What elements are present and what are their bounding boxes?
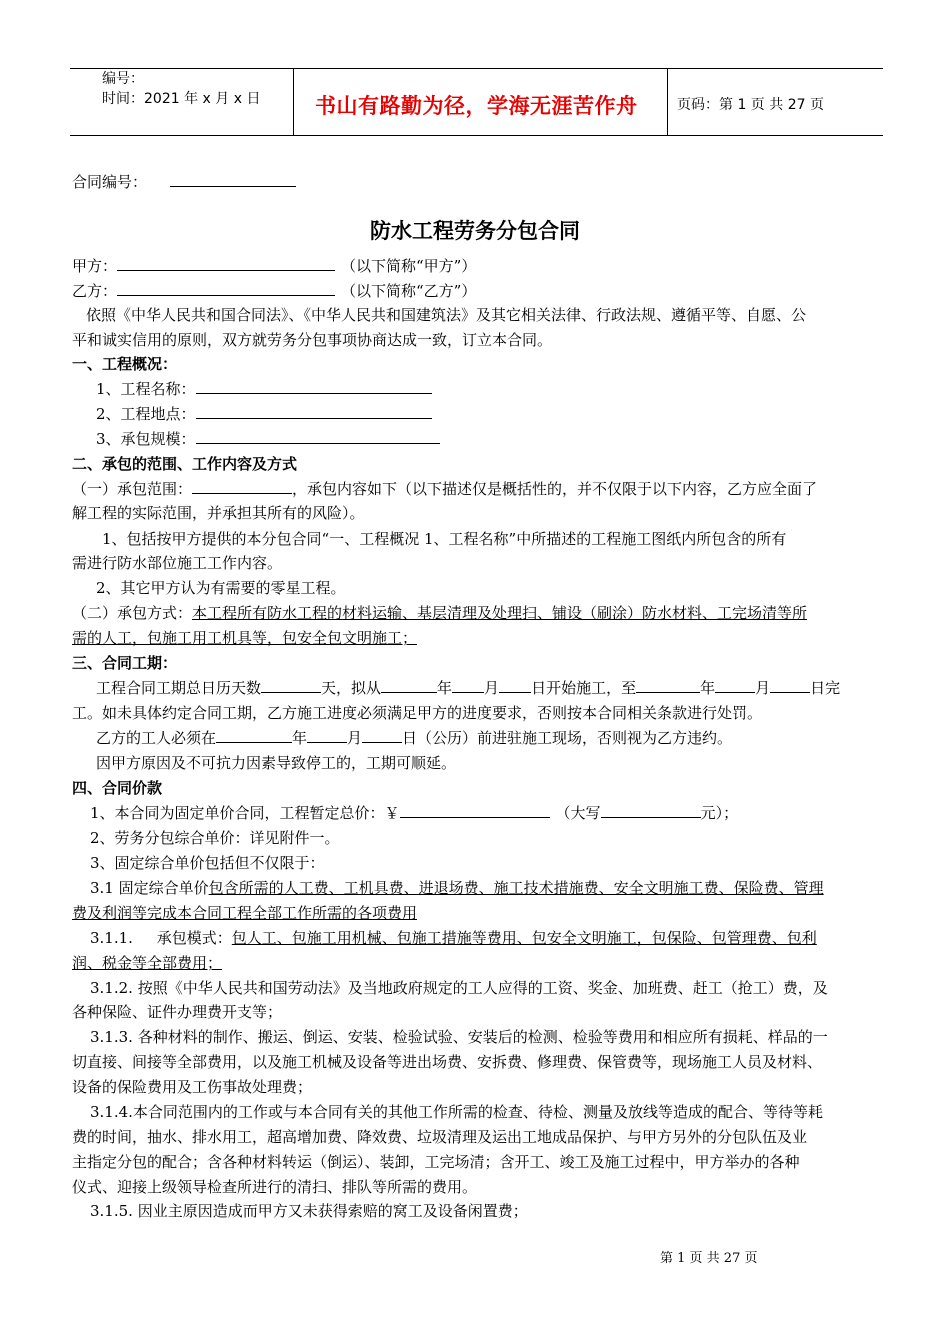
period-line-1 (96, 676, 840, 701)
clause-3-1-2-line-1: 3.1.2. 按照《中华人民共和国劳动法》及当地政府规定的工人应得的工资、奖金、加班费、赶工（抢工）费，及 (90, 979, 828, 997)
start-day-blank[interactable] (499, 676, 531, 693)
contract-no-blank[interactable] (170, 170, 296, 187)
scope-item-2: 2、其它甲方认为有需要的零星工程。 (96, 579, 346, 597)
clause-3-1-4-line-4: 仪式、迎接上级领导检查所进行的清扫、排队等所需的费用。 (72, 1178, 478, 1196)
clause-3-1-1-line-2: 润、税金等全部费用； (72, 954, 223, 972)
period-line-3 (96, 726, 732, 751)
clause-3-1-3-line-1: 3.1.3. 各种材料的制作、搬运、倒运、安装、检验试验、安装后的检测、检验等费用和相应所有损耗、样品的一 (90, 1028, 828, 1046)
project-name-line (96, 377, 432, 402)
price-item-1-text-b: （大写 (555, 804, 601, 822)
contract-no-label: 合同编号： (72, 173, 148, 191)
party-a-blank[interactable] (117, 254, 335, 271)
period-text-d: 月 (484, 679, 500, 697)
project-scale-label: 3、承包规模： (96, 430, 196, 448)
clause-3-1-line-1 (90, 876, 824, 901)
entry-month-blank[interactable] (307, 726, 347, 743)
clause-3-1-prefix: 3.1 固定综合单价 (90, 879, 209, 897)
total-price-words-blank[interactable] (601, 801, 701, 818)
period-text-b: 天，拟从 (321, 679, 382, 697)
price-item-1 (90, 801, 738, 826)
party-b-line (72, 279, 476, 304)
price-item-2: 2、劳务分包综合单价：详见附件一。 (90, 829, 340, 847)
clause-3-1-4-line-2: 费的时间，抽水、排水用工，超高增加费、降效费、垃圾清理及运出工地成品保护、与甲方另外的分包队伍及业 (72, 1128, 808, 1146)
method-label: （二）承包方式： (72, 604, 193, 622)
clause-3-1-text-1: 包含所需的人工费、工机具费、进退场费、施工技术措施费、安全文明施工费、保险费、管理 (208, 879, 824, 897)
preamble-line-1: 依照《中华人民共和国合同法》、《中华人民共和国建筑法》及其它相关法律、行政法规、遵循平等、自愿、公 (86, 306, 807, 324)
scope-item-1-line-1: 1、包括按甲方提供的本分包合同“一、工程概况 1、工程名称”中所描述的工程施工图纸内所包含的所有 (102, 530, 787, 548)
entry-day-blank[interactable] (362, 726, 402, 743)
method-line-1 (72, 601, 807, 626)
project-name-label: 1、工程名称： (96, 380, 196, 398)
project-location-line (96, 402, 432, 427)
scope-label: （一）承包范围： (72, 480, 193, 498)
project-name-blank[interactable] (196, 377, 432, 394)
clause-3-1-1-text-1: 包人工、包施工用机械、包施工措施等费用、包安全文明施工，包保险、包管理费、包利 (231, 929, 817, 947)
period-text-h: 日完 (810, 679, 841, 697)
header-page-info: 页码：第 1 页 共 27 页 (677, 97, 824, 113)
scope-item-1-line-2: 需进行防水部位施工工作内容。 (72, 554, 283, 572)
end-day-blank[interactable] (770, 676, 810, 693)
header-divider-1 (293, 68, 294, 136)
period-text-a: 工程合同工期总日历天数 (96, 679, 262, 697)
end-month-blank[interactable] (715, 676, 755, 693)
clause-3-1-line-2: 费及利润等完成本合同工程全部工作所需的各项费用 (72, 904, 418, 922)
entry-text-a: 乙方的工人必须在 (96, 729, 217, 747)
period-text-g: 月 (755, 679, 771, 697)
clause-3-1-3-line-3: 设备的保险费用及工伤事故处理费； (72, 1078, 313, 1096)
scope-text: ，承包内容如下（以下描述仅是概括性的，并不仅限于以下内容，乙方应全面了 (292, 480, 818, 498)
total-price-blank[interactable] (400, 801, 550, 818)
entry-text-b: 年 (292, 729, 308, 747)
clause-3-1-1-prefix: 3.1.1. 承包模式： (90, 929, 232, 947)
header-divider-2 (667, 68, 668, 136)
header-bottom-rule (70, 135, 883, 136)
price-item-1-text-a: 1、本合同为固定单价合同，工程暂定总价：￥ (90, 804, 400, 822)
party-a-line (72, 254, 476, 279)
clause-3-1-4-line-3: 主指定分包的配合；含各种材料转运（倒运）、装卸，工完场清；含开工、竣工及施工过程中，甲方举办的各种 (72, 1153, 800, 1171)
period-line-2: 工。如未具体约定合同工期，乙方施工进度必须满足甲方的进度要求，否则按本合同相关条款进行处罚。 (72, 704, 763, 722)
scope-blank[interactable] (192, 477, 292, 494)
party-a-suffix: （以下简称“甲方”） (341, 257, 477, 275)
entry-year-blank[interactable] (216, 726, 292, 743)
total-days-blank[interactable] (261, 676, 321, 693)
header-motto: 书山有路勤为径，学海无涯苦作舟 (315, 94, 638, 118)
section-4-heading: 四、合同价款 (72, 779, 163, 797)
party-b-blank[interactable] (117, 279, 335, 296)
section-3-heading: 三、合同工期： (72, 654, 178, 672)
period-text-c: 年 (437, 679, 453, 697)
project-location-blank[interactable] (196, 402, 432, 419)
party-a-label: 甲方： (72, 257, 118, 275)
period-text-f: 年 (700, 679, 716, 697)
preamble-line-2: 平和诚实信用的原则，双方就劳务分包事项协商达成一致，订立本合同。 (72, 331, 553, 349)
clause-3-1-4-line-1: 3.1.4.本合同范围内的工作或与本合同有关的其他工作所需的检查、待检、测量及放线等造成的配合、等待等耗 (90, 1103, 823, 1121)
price-item-1-text-c: 元）； (700, 804, 739, 822)
header-time: 时间：2021 年 x 月 x 日 (102, 91, 261, 107)
scope-line-2: 解工程的实际范围，并承担其所有的风险）。 (72, 504, 365, 522)
clause-3-1-3-line-2: 切直接、间接等全部费用，以及施工机械及设备等进出场费、安拆费、修理费、保管费等，现场施工人员及材料、 (72, 1053, 823, 1071)
price-item-3: 3、固定综合单价包括但不仅限于： (90, 854, 325, 872)
section-2-heading: 二、承包的范围、工作内容及方式 (72, 455, 298, 473)
party-b-suffix: （以下简称“乙方”） (341, 282, 477, 300)
period-text-e: 日开始施工，至 (531, 679, 637, 697)
entry-text-d: 日（公历）前进驻施工现场，否则视为乙方违约。 (402, 729, 733, 747)
section-1-heading: 一、工程概况： (72, 355, 178, 373)
clause-3-1-5: 3.1.5. 因业主原因造成而甲方又未获得索赔的窝工及设备闲置费； (90, 1202, 528, 1220)
period-line-4: 因甲方原因及不可抗力因素导致停工的，工期可顺延。 (96, 754, 457, 772)
party-b-label: 乙方： (72, 282, 118, 300)
header-code: 编号： (102, 71, 144, 87)
contract-no-line (72, 170, 296, 195)
clause-3-1-1-line-1 (90, 926, 817, 951)
project-scale-blank[interactable] (196, 427, 440, 444)
page-footer: 第 1 页 共 27 页 (660, 1251, 758, 1266)
header-top-rule (70, 68, 883, 69)
project-scale-line (96, 427, 440, 452)
entry-text-c: 月 (347, 729, 363, 747)
project-location-label: 2、工程地点： (96, 405, 196, 423)
document-title: 防水工程劳务分包合同 (370, 218, 580, 243)
method-line-2: 需的人工，包施工用工机具等，包安全包文明施工； (72, 629, 418, 647)
clause-3-1-2-line-2: 各种保险、证件办理费开支等； (72, 1003, 283, 1021)
end-year-blank[interactable] (636, 676, 700, 693)
start-month-blank[interactable] (452, 676, 484, 693)
method-text-1: 本工程所有防水工程的材料运输、基层清理及处理扫、铺设（刷涂）防水材料、工完场清等所 (192, 604, 808, 622)
scope-line-1 (72, 477, 817, 502)
start-year-blank[interactable] (381, 676, 437, 693)
